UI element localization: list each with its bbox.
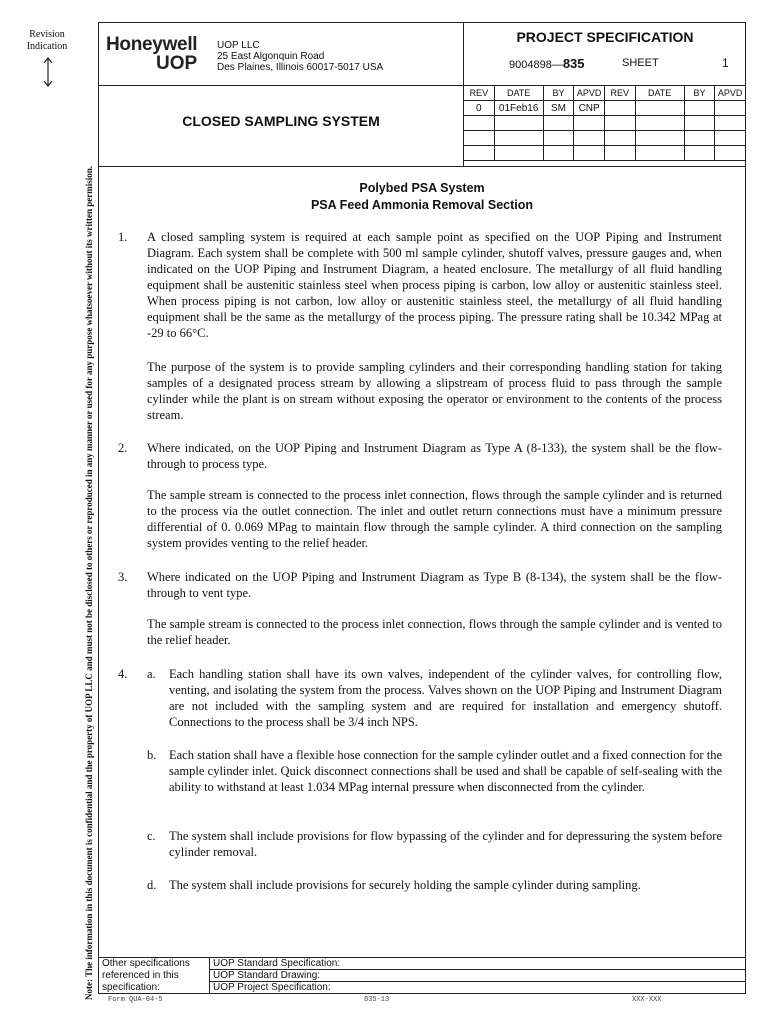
revision-header-row (464, 86, 746, 101)
reference-row (99, 958, 746, 970)
reference-value: UOP Standard Drawing: (210, 970, 746, 982)
apvd-col-header: APVD (574, 86, 605, 101)
item-number: 2. (118, 441, 128, 455)
item-1-purpose-paragraph: The purpose of the system is to provide sampling cylinders and their corresponding handling station for taking samples of a designated process stream by allowing a slipstream of process fluid to pass through the sample cylinder while the plant is on stream without exposing the operator or environment to the contents of the process stream. (147, 360, 722, 422)
reference-value: UOP Project Specification: (210, 982, 746, 994)
date-col-header: DATE (494, 86, 543, 101)
sheet-value: 1 (722, 56, 729, 70)
item-number: 3. (118, 570, 128, 584)
subitem-letter: a. (147, 667, 156, 681)
apvd-cell: CNP (574, 101, 605, 116)
honeywell-logo: Honeywell (106, 34, 198, 55)
uop-logo: UOP (156, 53, 198, 74)
item-number: 4. (118, 667, 128, 681)
rev-cell (604, 101, 635, 116)
by-cell: SM (543, 101, 574, 116)
by-cell (684, 101, 715, 116)
rev-col-header: REV (604, 86, 635, 101)
by-col-header: BY (543, 86, 574, 101)
item-3-paragraph: Where indicated on the UOP Piping and Instrument Diagram as Type B (8-134), the system shall be the flow-through to vent type. (147, 570, 722, 600)
subitem-b-paragraph: Each station shall have a flexible hose connection for the sample cylinder outlet and a fixed connection for the sample cylinder inlet. Quick disconnect connections shall be used and shall be capable of self-sealing with the ability to withstand at least 1.034 MPag internal pressure when disconnected from the cylinder. (169, 748, 722, 794)
reference-label: referenced in this (99, 970, 210, 982)
by-col-header: BY (684, 86, 715, 101)
header-divider (98, 166, 746, 167)
reference-value: UOP Standard Specification: (210, 958, 746, 970)
spec-number-prefix: 9004898— (509, 59, 563, 71)
item-1-paragraph: A closed sampling system is required at each sample point as specified on the UOP Piping and Instrument Diagram. Each system shall be complete with 500 ml sample cylinder, shutoff valves, pressure gauges and, when indicated on the UOP Piping and Instrument Diagram, a heated enclosure. The metallurgy of all fluid handling equipment shall be austenitic stainless steel when process piping is carbon, low alloy or austenitic stainless steel. When process piping is not carbon, low alloy or austenitic stainless steel, the metallurgy of all fluid handling equipment shall be the same as the metallurgy of the process piping. The pressure rating shall be 10.342 MPag at -29 to 66°C. (147, 230, 722, 340)
subitem-d-paragraph: The system shall include provisions for securely holding the sample cylinder during sampling. (169, 878, 641, 892)
item-2-paragraph: Where indicated, on the UOP Piping and Instrument Diagram as Type A (8-133), the system shall be the flow-through to process type. (147, 441, 722, 471)
header-title-divider (98, 85, 464, 86)
date-cell: 01Feb16 (494, 101, 543, 116)
reference-row (99, 982, 746, 994)
revision-row (464, 101, 746, 116)
subitem-c-paragraph: The system shall include provisions for flow bypassing of the cylinder and for depressuring the system before cylinder removal. (169, 829, 722, 859)
date-cell (635, 101, 684, 116)
confidentiality-note: Note: The information in this document is confidential and the property of UOP LLC and must not be disclosed to others or reproduced in any manner or used for any purpose whatsoever without its written permision. (84, 165, 94, 1000)
revision-row-empty (464, 146, 746, 161)
rev-cell: 0 (464, 101, 495, 116)
reference-row (99, 970, 746, 982)
revision-row-empty (464, 116, 746, 131)
apvd-col-header: APVD (715, 86, 746, 101)
reference-table (98, 957, 746, 994)
subitem-letter: d. (147, 878, 157, 892)
subitem-letter: b. (147, 748, 157, 762)
item-2-stream-paragraph: The sample stream is connected to the process inlet connection, flows through the sample cylinder and is returned to the process via the outlet connection. The inlet and outlet return connections must have a minimum pressure differential of 0. 0.069 MPag to maintain flow through the sample cylinder. A third connection on the sampling system provides venting to the relief header. (147, 488, 722, 550)
subtitle-section: PSA Feed Ammonia Removal Section (310, 198, 534, 212)
date-col-header: DATE (635, 86, 684, 101)
revision-table (463, 85, 746, 161)
reference-label: specification: (99, 982, 210, 994)
revision-arrow-icon (38, 56, 58, 88)
spec-title: PROJECT SPECIFICATION (516, 29, 694, 45)
apvd-cell (715, 101, 746, 116)
subitem-a-paragraph: Each handling station shall have its own valves, independent of the cylinder valves, for controlling flow, venting, and isolating the system from the process. Valves shown on the UOP Piping and Instrument Diagram are not included with the sampling system and are required for installation and emergency shutoff. Connections to the process shall be 3/4 inch NPS. (169, 667, 722, 729)
item-3-stream-paragraph: The sample stream is connected to the process inlet connection, flows through the sample cylinder and is vented to the relief header. (147, 617, 722, 647)
cross-reference: XXX-XXX (632, 996, 662, 1004)
subtitle-system: Polybed PSA System (359, 181, 485, 195)
document-title: CLOSED SAMPLING SYSTEM (182, 113, 380, 129)
company-name: UOP LLC (217, 40, 260, 51)
page-code: 835-13 (364, 996, 390, 1004)
form-number: Form QUA-04-5 (108, 996, 163, 1004)
reference-label: Other specifications (99, 958, 210, 970)
rev-col-header: REV (464, 86, 495, 101)
revision-row-empty (464, 131, 746, 146)
spec-number (509, 56, 585, 71)
company-address (217, 40, 383, 73)
item-number: 1. (118, 230, 128, 244)
company-city: Des Plaines, Illinois 60017-5017 USA (217, 62, 384, 73)
company-street: 25 East Algonquin Road (217, 51, 325, 62)
sheet-label: SHEET (622, 57, 659, 69)
spec-number-suffix: 835 (562, 56, 585, 71)
revision-indication: Revision Indication (26, 29, 68, 52)
subitem-letter: c. (147, 829, 156, 843)
